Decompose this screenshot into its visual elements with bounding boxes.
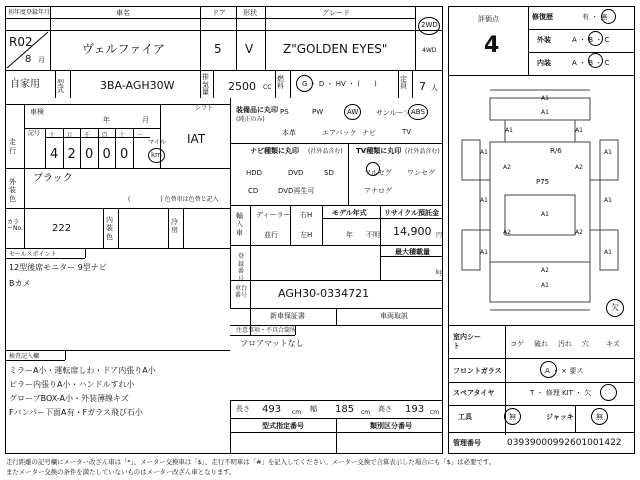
width-label: 幅 <box>310 405 317 413</box>
type-number-label: 型式指定番号 <box>262 422 304 430</box>
fuel-selected-circle <box>296 75 313 92</box>
reg-era: R02 <box>9 35 33 49</box>
equipment-item: PS <box>280 108 289 116</box>
car-name: ヴェルファイア <box>82 42 165 56</box>
repair-history-label: 修復歴 <box>532 13 553 21</box>
damage-mark: A1 <box>541 211 549 218</box>
score-label: 評価点 <box>478 15 499 23</box>
mileage-digit-label: 十 <box>49 132 56 139</box>
exterior-b-circle <box>588 31 603 46</box>
repair-history-opts: 有 ・ 無 <box>582 13 608 21</box>
body-shape: V <box>245 42 254 56</box>
mileage-digit-label: 一 <box>136 132 143 139</box>
selling-point-line: Bカメ <box>9 279 31 288</box>
damage-mark: 欠 <box>611 303 619 312</box>
import-parallel: 並行 <box>264 231 278 239</box>
use-type: 自家用 <box>10 79 40 90</box>
mileage-digit-cell <box>80 128 98 168</box>
front-glass-label: フロントガラス <box>453 367 502 375</box>
tv-oneseg: ワンセグ <box>407 169 435 177</box>
seat-option: 汚れ <box>558 340 572 348</box>
tool-value: 無 <box>509 413 516 421</box>
selling-point-line: 12型後席モニター 9型ナビ <box>9 263 107 272</box>
jack-none-circle <box>591 408 608 425</box>
recycle-unit: 円 <box>436 232 443 239</box>
drive-2wd: 2WD <box>421 21 438 29</box>
mileage-digit: 4 <box>50 147 59 162</box>
spare-missing-circle <box>600 384 617 401</box>
inspection-year-label: 年 <box>103 116 110 124</box>
tv-fullseg: フルセグ <box>364 169 392 177</box>
new-warranty: 新車保証書 <box>270 312 305 320</box>
maxload-label: 最大積載量 <box>395 248 430 256</box>
inspector-note-line: グローブBOX-A小・外装薄線キズ <box>9 394 129 403</box>
drive-4wd: 4WD <box>422 47 437 54</box>
seat-option: 破れ <box>534 340 548 348</box>
equipment-item: サンルーフ <box>376 109 411 117</box>
import-right: 右H <box>300 211 313 219</box>
exterior-grade-label: 外装 <box>537 36 551 44</box>
color-number-label: カラーNo. <box>7 219 23 232</box>
cooler-label: 冷房 <box>171 218 178 235</box>
mileage-km-unit: km <box>151 151 162 159</box>
inspector-note-line: ミラーA小・運転席しわ・ドア内張りA小 <box>9 366 156 375</box>
damage-mark: A2 <box>575 229 583 236</box>
tv-analog: アナログ <box>364 187 392 195</box>
mileage-digit-label: 万 <box>66 132 73 139</box>
damage-mark: A1 <box>480 249 488 256</box>
damage-mark: A2 <box>541 267 549 274</box>
tv-sub: (社外品含む) <box>405 148 440 155</box>
width: 185 <box>335 404 355 415</box>
height-unit: cm <box>430 409 440 416</box>
damage-mark: A1 <box>541 95 549 102</box>
tool-label: 工具 <box>458 413 472 421</box>
mileage-digit-cell <box>115 128 133 168</box>
mileage-digit: 0 <box>85 147 94 162</box>
seat-label: 室内シート <box>453 333 481 351</box>
spare-tire-label: スペアタイヤ <box>453 389 495 397</box>
seat-option: コゲ <box>510 340 524 348</box>
shift-value: IAT <box>187 132 206 146</box>
color-label: 外装色 <box>9 178 16 203</box>
damage-mark: A1 <box>575 127 583 134</box>
spare-tire-opts: T ・ 修理 KIT ・ 欠 <box>530 389 592 397</box>
mileage-digit-cell <box>133 128 151 168</box>
equipment-label: 装備品に丸印 <box>236 106 278 114</box>
notes-label: 注意事項・不具合箇所 <box>236 327 297 334</box>
glass-a-circle <box>540 361 557 378</box>
damage-mark: A1 <box>541 282 549 289</box>
damage-mark: A1 <box>604 149 612 156</box>
equipment-item: AW <box>344 104 361 120</box>
equipment-item: 本革 <box>282 129 296 137</box>
equipment-item: ABS <box>408 104 428 120</box>
modelyear-label: モデル年式 <box>332 209 367 217</box>
capacity: 7 <box>419 80 426 93</box>
jack-label: ジャッキ <box>546 413 574 421</box>
score-value: 4 <box>484 33 500 58</box>
footer-line-1: 走行距離の記号欄にメーター改ざん車は「*」、メーター交換車は「$」、走行不明車は「#」を記入してください。メーター交換で合算表示した場合にも「$」は必要です。 <box>6 458 496 466</box>
fuel-options: G ・ D ・ HV ・ ( ) <box>302 80 377 88</box>
color-number: 222 <box>52 223 72 234</box>
tv-label: TV種類に丸印 <box>356 147 402 155</box>
interior-color-label: 内装色 <box>106 216 113 241</box>
chassis-label: 車台番号 <box>235 285 248 300</box>
inspector-note-line: ピラー内張りA小・ハンドルすれ小 <box>9 380 135 389</box>
color-change-note: ( ) 色替車は色替と記入 <box>128 196 219 203</box>
mileage-label: 走行 <box>9 138 16 156</box>
inspector-label: 検査記入欄 <box>9 353 40 360</box>
length-label: 長さ <box>236 405 250 413</box>
height-label: 高さ <box>378 405 392 413</box>
shape-label: 形状 <box>243 9 257 17</box>
damage-mark: A2 <box>503 164 511 171</box>
damage-mark: A1 <box>604 197 612 204</box>
mgmt-label: 管理番号 <box>453 439 481 447</box>
grade: Z"GOLDEN EYES" <box>283 42 388 56</box>
carname-label: 車名 <box>116 9 130 17</box>
fuel-label: 燃料 <box>277 75 284 90</box>
displacement-label: 排気量 <box>202 73 209 97</box>
mileage-digit-cell <box>63 128 81 168</box>
jack-value: 無 <box>596 413 603 421</box>
interior-grade-opts: A ・ B ・ C <box>572 59 610 67</box>
class-number-label: 類別区分番号 <box>370 422 412 430</box>
mileage-mile-unit: マイル <box>148 139 166 146</box>
exterior-color: ブラック <box>33 173 73 184</box>
notes-text: フロアマットなし <box>240 339 304 348</box>
mileage-digit-label: 十 <box>119 132 126 139</box>
interior-grade-label: 内装 <box>537 59 551 67</box>
displacement-unit: CC <box>263 84 272 91</box>
mileage-memo-label: 記号 <box>28 130 41 137</box>
recycle-amount: 14,900 <box>393 225 432 238</box>
vehicle-manual: 車両取説 <box>380 312 408 320</box>
mileage-digit: 0 <box>120 147 129 162</box>
damage-mark: A1 <box>480 149 488 156</box>
equipment-item: エアバック <box>322 129 357 137</box>
tool-none-circle <box>504 408 521 425</box>
damage-mark: A2 <box>503 229 511 236</box>
height: 193 <box>405 404 425 415</box>
mileage-digit: 2 <box>67 147 76 162</box>
import-dealer: ディーラー <box>256 211 291 219</box>
equipment-item: TV <box>402 128 412 136</box>
tv-fullseg-circle <box>366 162 380 176</box>
seat-option: 穴 <box>582 340 589 348</box>
inspector-note-line: Fバンパー下面A有・Fガラス飛び石小 <box>9 408 143 417</box>
mileage-digit: 0 <box>102 147 111 162</box>
inspection-label: 車検 <box>30 108 44 116</box>
chassis-number: AGH30-0334721 <box>278 287 370 300</box>
capacity-label: 定員 <box>400 75 407 90</box>
modelyear-year: 年 <box>346 231 353 239</box>
mileage-digit-label: 千 <box>84 132 91 139</box>
damage-mark: A1 <box>505 127 513 134</box>
model-label: 型式 <box>57 79 64 94</box>
navi-dvd-playback: DVD再生可 <box>278 187 315 195</box>
import-label: 輸入車 <box>236 212 243 237</box>
interior-b-circle <box>588 53 603 68</box>
equipment-item: ナビ <box>362 129 376 137</box>
reg-month: 8 <box>25 54 32 65</box>
displacement: 2500 <box>228 80 256 93</box>
navi-dvd: DVD <box>288 169 304 177</box>
front-glass-opts: A ・ × 要ス <box>545 367 584 375</box>
footer-line-2: またメーター交換の条件を満たしていないものはメーター改ざん車となります。 <box>6 468 236 476</box>
reg-date-label: 初年度登録年月 <box>8 9 51 16</box>
navi-cd: CD <box>248 187 259 195</box>
length-unit: cm <box>292 409 302 416</box>
modelyear-unknown: 不明 <box>366 231 380 239</box>
length: 493 <box>262 404 282 415</box>
equipment-sub: (純正のみ) <box>236 116 265 123</box>
reg-divider-slash <box>5 30 50 70</box>
selling-points-label: セールスポイント <box>9 251 57 258</box>
maxload-unit: kg <box>436 269 444 276</box>
navi-label: ナビ種類に丸印 <box>250 147 299 155</box>
equipment-item: PW <box>312 108 324 116</box>
damage-mark: A2 <box>575 164 583 171</box>
import-left: 左H <box>300 231 313 239</box>
door-label: ドア <box>212 9 226 17</box>
navi-sd: SD <box>324 169 334 177</box>
recycle-label: リサイクル預託金 <box>384 209 440 217</box>
reg-month-unit: 月 <box>38 56 45 64</box>
navi-sub: (社外品含む) <box>308 148 343 155</box>
width-unit: cm <box>361 409 371 416</box>
door-count: 5 <box>214 42 222 56</box>
navi-hdd: HDD <box>246 169 263 177</box>
damage-mark: R/6 <box>550 147 562 155</box>
shift-label: シフト <box>195 105 214 112</box>
damage-mark: A1 <box>480 197 488 204</box>
mileage-digit-cells <box>45 128 150 168</box>
damage-mark: A1 <box>604 249 612 256</box>
damage-mark: A1 <box>541 109 549 116</box>
damage-mark: P75 <box>536 178 550 186</box>
mileage-digit-cell <box>45 128 63 168</box>
inspection-month-label: 月 <box>142 116 149 124</box>
seat-option: キズ <box>606 340 620 348</box>
repair-none-circle <box>601 9 616 24</box>
grade-label: グレード <box>322 9 350 17</box>
model-code: 3BA-AGH30W <box>100 79 175 92</box>
regno-label: 登録番号 <box>238 253 245 283</box>
mileage-digit-cell <box>98 128 116 168</box>
capacity-unit: 人 <box>431 84 438 92</box>
exterior-grade-opts: A ・ B ・ C <box>572 36 610 44</box>
mgmt-number: 0393900099260100142​2 <box>507 438 622 448</box>
mileage-digit-label: 百 <box>101 132 108 139</box>
